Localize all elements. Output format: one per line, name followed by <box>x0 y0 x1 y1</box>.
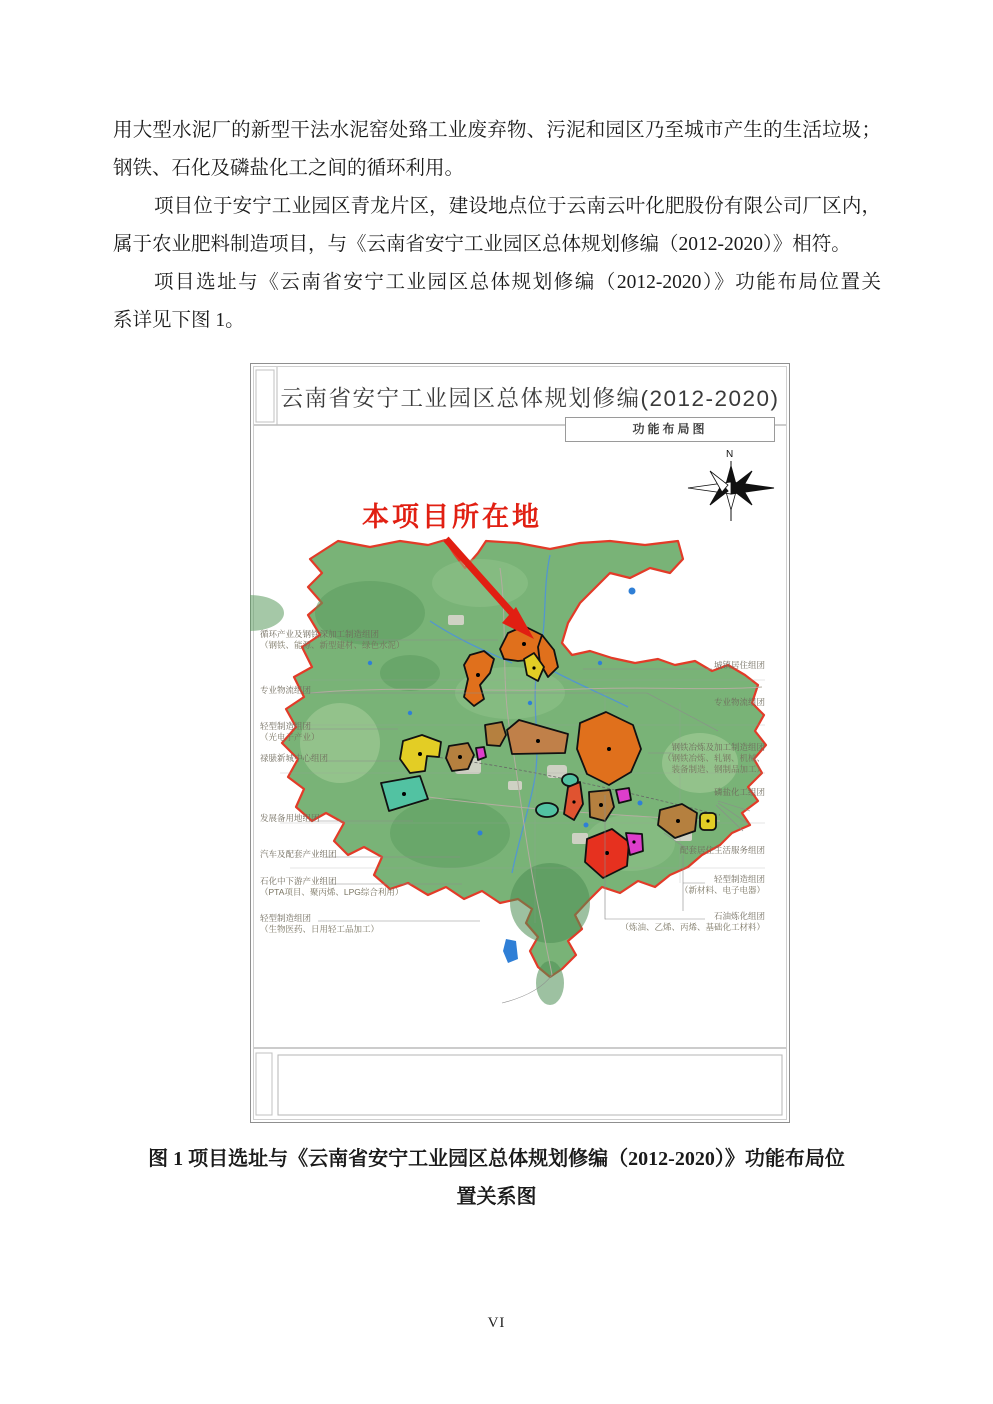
figure-caption-line1: 图 1 项目选址与《云南省安宁工业园区总体规划修编（2012-2020）》功能布局位 <box>148 1148 845 1170</box>
map-label-left-6: 汽车及配套产业组团 <box>260 849 337 859</box>
map-label-left-5: 发展备用地组团 <box>260 813 320 823</box>
map-subtitle-box: 功能布局图 <box>565 417 775 442</box>
map-title: 云南省安宁工业园区总体规划修编(2012-2020) <box>280 386 780 411</box>
project-location-annotation: 本项目所在地 <box>362 502 542 532</box>
map-label-right-3: 钢铁冶炼及加工制造组团 （钢铁冶炼、轧钢、机械、 装备制造、钢制品加工） <box>662 742 765 774</box>
compass-north-label: N <box>726 449 734 460</box>
zone-brown-upper <box>485 722 506 746</box>
body-line: 系详见下图 1。 <box>113 310 245 331</box>
map-label-left-4: 禄脿新城中心组团 <box>260 753 329 763</box>
map-label-left-1: 循环产业及钢铁深加工制造组团 （钢铁、能源、新型建材、绿色水泥） <box>260 629 405 650</box>
zone-magenta-small <box>616 788 631 803</box>
body-line: 项目位于安宁工业园区青龙片区，建设地点位于云南云叶化肥股份有限公司厂区内， <box>154 196 881 217</box>
map-label-right-6: 轻型制造组团 （新材料、电子电器） <box>679 874 765 895</box>
figure-caption <box>0 1140 993 1216</box>
map-label-left-7: 石化中下游产业组团 （PTA项目、聚丙烯、LPG综合利用） <box>260 876 404 897</box>
map-label-left-3: 轻型制造组团 （光电子产业） <box>260 721 320 742</box>
map-label-left-2: 专业物流组团 <box>260 685 312 695</box>
zone-magenta-tiny <box>476 747 486 760</box>
map-label-right-1: 城镇居住组团 <box>713 660 765 670</box>
map-label-right-7: 石油炼化组团 （炼油、乙烯、丙烯、基础化工材料） <box>620 911 765 932</box>
body-line: 钢铁、石化及磷盐化工之间的循环利用。 <box>113 158 465 179</box>
map-label-right-5: 配套居住生活服务组团 <box>679 845 765 855</box>
map-label-left-8: 轻型制造组团 （生物医药、日用轻工品加工） <box>260 913 380 934</box>
zone-magenta-2 <box>626 833 643 855</box>
figure-caption-line2: 置关系图 <box>456 1186 537 1208</box>
body-line: 属于农业肥料制造项目，与《云南省安宁工业园区总体规划修编（2012-2020）》相符。 <box>113 234 851 255</box>
map-label-right-4: 磷盐化工组团 <box>713 787 765 797</box>
body-line: 用大型水泥厂的新型干法水泥窑处臵工业废弃物、污泥和园区乃至城市产生的生活垃圾； <box>113 120 881 141</box>
map-label-right-2: 专业物流组团 <box>713 697 765 707</box>
figure-1-plan-map <box>250 363 790 1123</box>
page-number: VI <box>487 1315 506 1331</box>
zone-teal-oval-b <box>536 803 558 817</box>
body-line: 项目选址与《云南省安宁工业园区总体规划修编（2012-2020）》功能布局位置关 <box>154 272 881 293</box>
body-text <box>113 112 881 340</box>
